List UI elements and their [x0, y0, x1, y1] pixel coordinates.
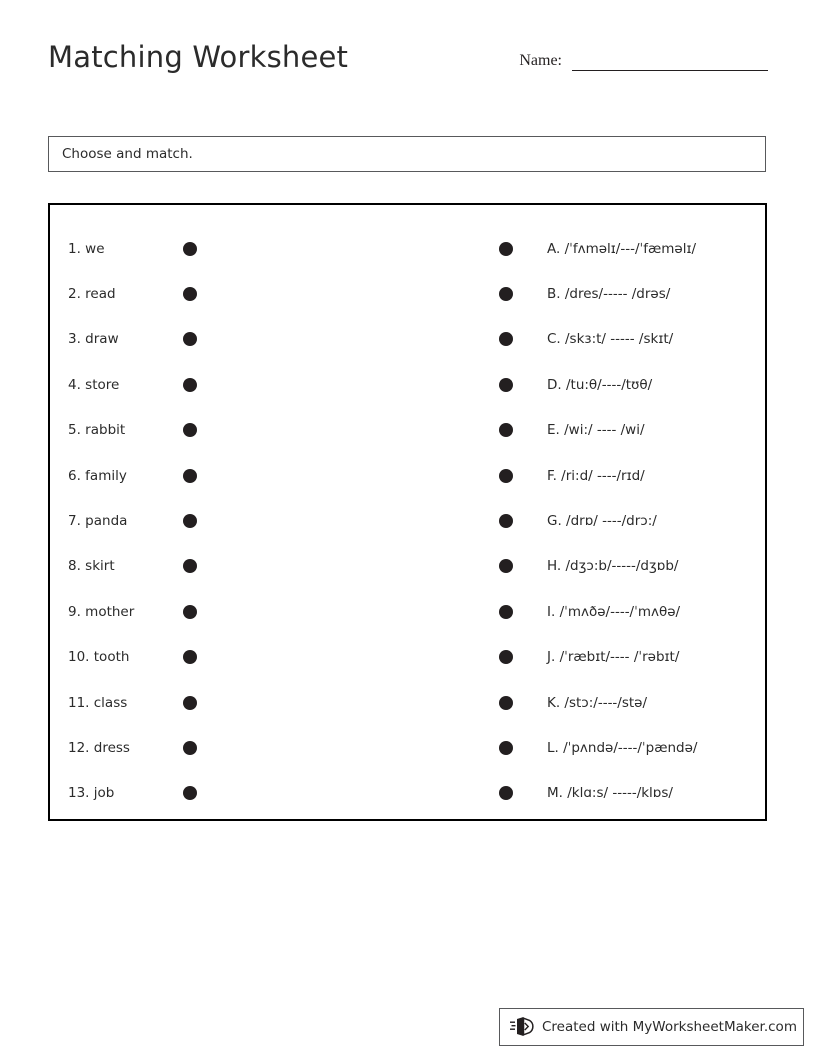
right-dot-cell — [499, 469, 547, 483]
right-item-label: K. /stɔ:/----/stə/ — [547, 694, 648, 711]
match-row — [50, 317, 765, 362]
right-item-label: D. /tu:θ/----/tʊθ/ — [547, 376, 653, 393]
right-dot-cell — [499, 287, 547, 301]
left-dot-cell — [180, 605, 220, 619]
left-item-cell — [50, 422, 180, 438]
left-dot-cell — [180, 378, 220, 392]
right-match-dot[interactable] — [499, 696, 513, 710]
match-row — [50, 635, 765, 680]
right-dot-cell — [499, 741, 547, 755]
right-dot-cell — [499, 514, 547, 528]
left-dot-cell — [180, 242, 220, 256]
match-row — [50, 226, 765, 271]
instruction-text: Choose and match. — [62, 146, 193, 162]
match-row — [50, 589, 765, 634]
left-match-dot[interactable] — [183, 242, 197, 256]
left-item-label: 6. family — [68, 467, 127, 484]
left-item-label: 5. rabbit — [68, 422, 126, 439]
right-item-label: E. /wi:/ ---- /wi/ — [547, 422, 645, 439]
name-input-line[interactable] — [572, 70, 768, 71]
left-item-cell — [50, 468, 180, 484]
left-match-dot[interactable] — [183, 559, 197, 573]
left-item-label: 8. skirt — [68, 558, 115, 575]
right-dot-cell — [499, 650, 547, 664]
left-item-cell — [50, 649, 180, 665]
match-row — [50, 362, 765, 407]
left-item-cell — [50, 331, 180, 347]
right-dot-cell — [499, 605, 547, 619]
instruction-box — [48, 136, 766, 172]
left-dot-cell — [180, 332, 220, 346]
worksheet-header — [48, 40, 768, 96]
right-item-label: J. /ˈræbɪt/---- /ˈrəbɪt/ — [547, 649, 680, 666]
right-item-cell — [547, 422, 765, 438]
left-item-cell — [50, 740, 180, 756]
right-item-label: I. /ˈmʌðə/----/ˈmʌθə/ — [547, 603, 681, 620]
right-item-cell — [547, 286, 765, 302]
right-dot-cell — [499, 332, 547, 346]
right-match-dot[interactable] — [499, 287, 513, 301]
right-match-dot[interactable] — [499, 423, 513, 437]
right-match-dot[interactable] — [499, 786, 513, 800]
match-row — [50, 725, 765, 770]
right-match-dot[interactable] — [499, 650, 513, 664]
right-match-dot[interactable] — [499, 741, 513, 755]
left-item-label: 12. dress — [68, 739, 130, 756]
right-item-cell — [547, 649, 765, 665]
left-item-cell — [50, 377, 180, 393]
right-item-label: B. /dres/----- /drəs/ — [547, 286, 671, 303]
left-match-dot[interactable] — [183, 650, 197, 664]
left-dot-cell — [180, 514, 220, 528]
right-item-label: G. /drɒ/ ----/drɔ:/ — [547, 513, 657, 530]
right-dot-cell — [499, 423, 547, 437]
match-row — [50, 271, 765, 316]
left-dot-cell — [180, 786, 220, 800]
right-match-dot[interactable] — [499, 332, 513, 346]
right-match-dot[interactable] — [499, 514, 513, 528]
left-match-dot[interactable] — [183, 378, 197, 392]
right-dot-cell — [499, 696, 547, 710]
page-title: Matching Worksheet — [48, 40, 349, 74]
left-dot-cell — [180, 650, 220, 664]
right-dot-cell — [499, 559, 547, 573]
left-match-dot[interactable] — [183, 696, 197, 710]
left-item-label: 13. job — [68, 785, 115, 802]
right-item-label: F. /ri:d/ ----/rɪd/ — [547, 467, 645, 484]
right-item-cell — [547, 377, 765, 393]
left-item-label: 4. store — [68, 376, 120, 393]
left-dot-cell — [180, 423, 220, 437]
right-item-cell — [547, 513, 765, 529]
footer-credit-badge[interactable] — [499, 1008, 804, 1046]
match-row — [50, 771, 765, 816]
left-item-label: 1. we — [68, 240, 105, 257]
right-item-label: M. /klɑ:s/ -----/klɒs/ — [547, 785, 673, 802]
left-item-cell — [50, 558, 180, 574]
right-dot-cell — [499, 242, 547, 256]
left-item-label: 10. tooth — [68, 649, 130, 666]
right-match-dot[interactable] — [499, 242, 513, 256]
left-match-dot[interactable] — [183, 332, 197, 346]
right-item-cell — [547, 695, 765, 711]
left-match-dot[interactable] — [183, 786, 197, 800]
match-row — [50, 453, 765, 498]
left-match-dot[interactable] — [183, 741, 197, 755]
left-item-cell — [50, 785, 180, 801]
right-match-dot[interactable] — [499, 559, 513, 573]
footer-credit-text: Created with MyWorksheetMaker.com — [542, 1019, 797, 1035]
right-item-cell — [547, 740, 765, 756]
left-dot-cell — [180, 559, 220, 573]
left-dot-cell — [180, 741, 220, 755]
left-item-label: 7. panda — [68, 513, 128, 530]
left-item-cell — [50, 241, 180, 257]
myworksheetmaker-logo-icon — [509, 1014, 535, 1040]
left-match-dot[interactable] — [183, 605, 197, 619]
right-item-label: L. /ˈpʌndə/----/ˈpændə/ — [547, 739, 698, 756]
left-item-cell — [50, 695, 180, 711]
left-item-label: 3. draw — [68, 331, 119, 348]
name-label: Name: — [519, 52, 562, 69]
right-dot-cell — [499, 786, 547, 800]
left-item-label: 2. read — [68, 286, 116, 303]
left-item-cell — [50, 286, 180, 302]
left-item-cell — [50, 513, 180, 529]
right-item-label: C. /skɜ:t/ ----- /skɪt/ — [547, 331, 674, 348]
match-row — [50, 498, 765, 543]
name-field-group — [519, 53, 768, 71]
right-item-cell — [547, 785, 765, 801]
right-match-dot[interactable] — [499, 378, 513, 392]
right-item-label: H. /dʒɔ:b/-----/dʒɒb/ — [547, 558, 679, 575]
match-row — [50, 680, 765, 725]
right-item-cell — [547, 241, 765, 257]
match-row — [50, 408, 765, 453]
match-row — [50, 544, 765, 589]
left-dot-cell — [180, 469, 220, 483]
right-item-cell — [547, 468, 765, 484]
left-item-label: 9. mother — [68, 603, 135, 620]
left-match-dot[interactable] — [183, 514, 197, 528]
right-match-dot[interactable] — [499, 469, 513, 483]
right-item-cell — [547, 331, 765, 347]
right-item-cell — [547, 604, 765, 620]
matching-grid — [50, 205, 765, 819]
left-match-dot[interactable] — [183, 469, 197, 483]
right-match-dot[interactable] — [499, 605, 513, 619]
right-dot-cell — [499, 378, 547, 392]
left-item-cell — [50, 604, 180, 620]
matching-panel — [48, 203, 767, 821]
right-item-cell — [547, 558, 765, 574]
left-dot-cell — [180, 696, 220, 710]
left-dot-cell — [180, 287, 220, 301]
left-match-dot[interactable] — [183, 423, 197, 437]
left-match-dot[interactable] — [183, 287, 197, 301]
right-item-label: A. /ˈfʌməlɪ/---/ˈfæməlɪ/ — [547, 240, 697, 257]
left-item-label: 11. class — [68, 694, 128, 711]
